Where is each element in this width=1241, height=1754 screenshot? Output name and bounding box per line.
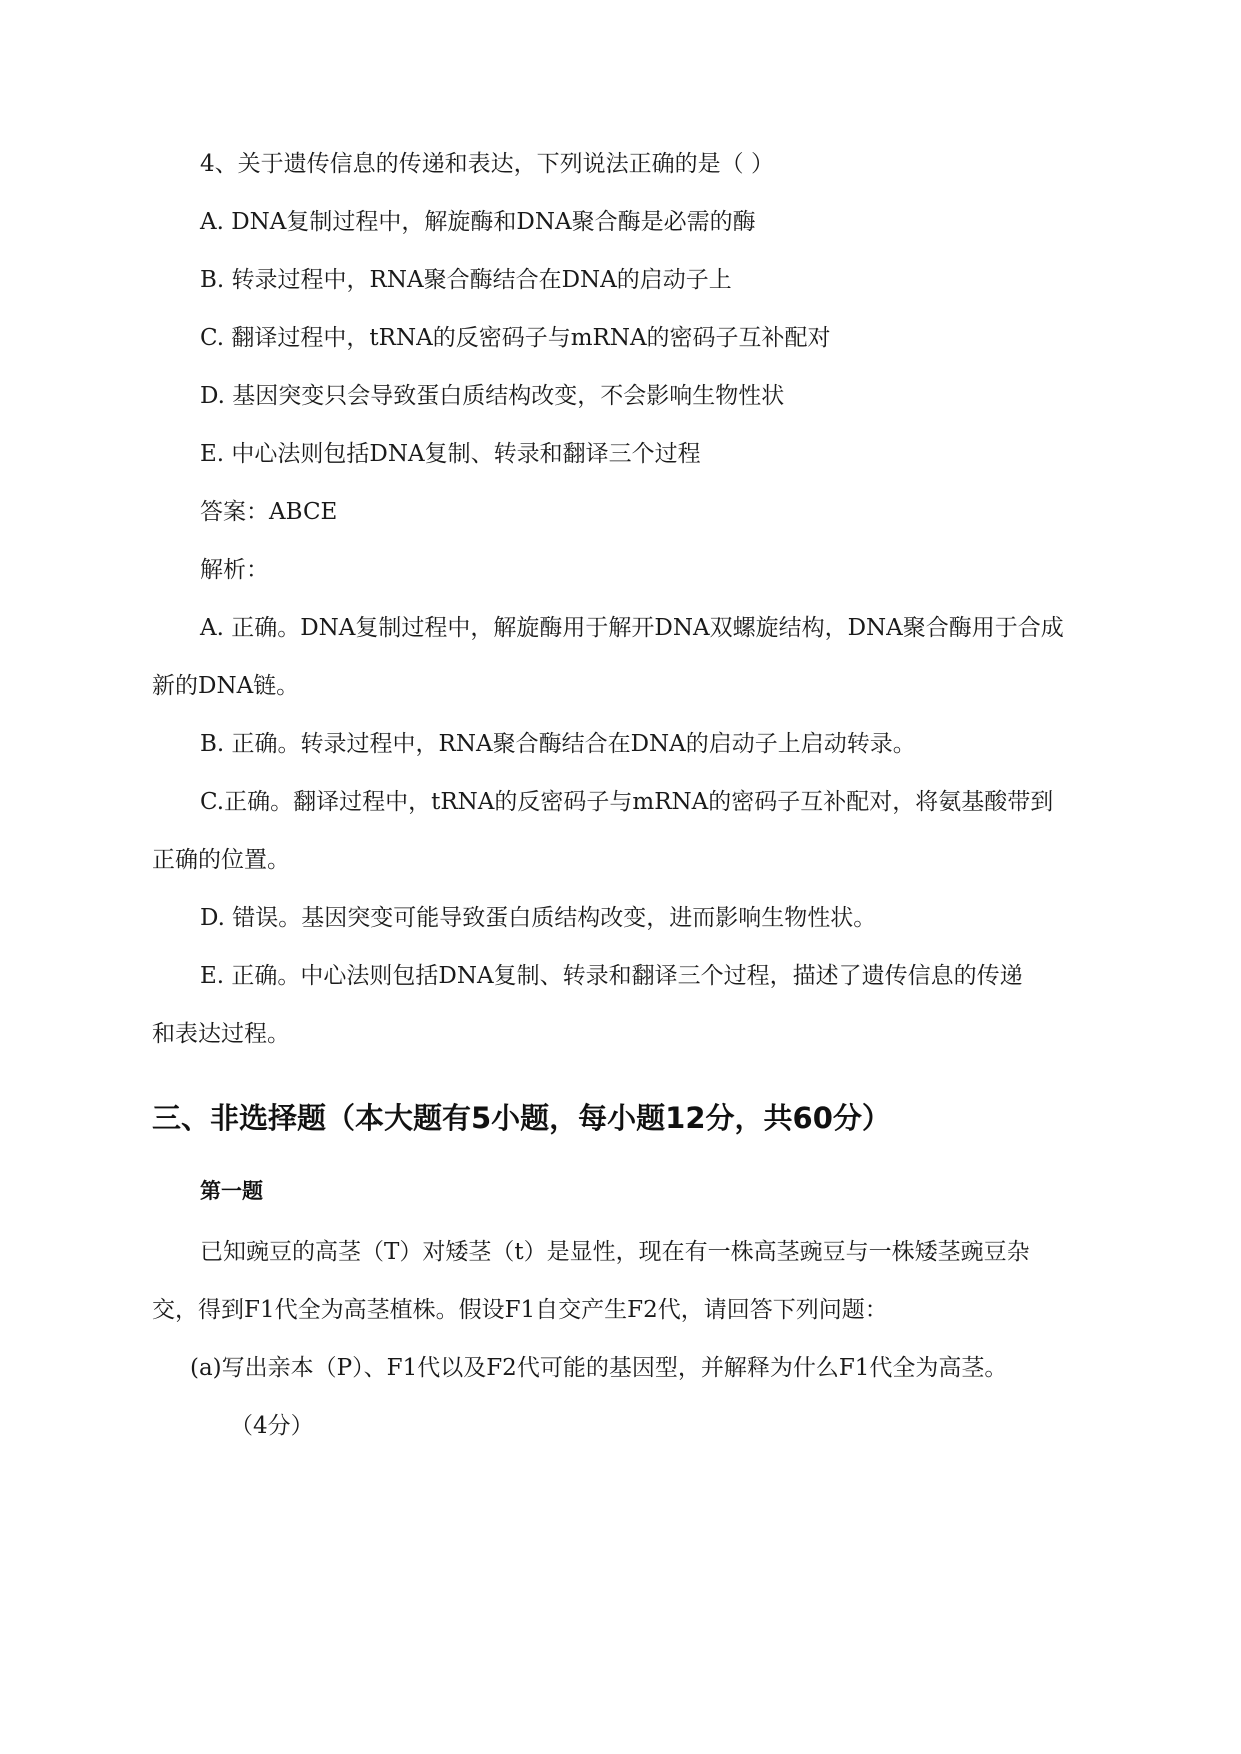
section-3-heading: 三、非选择题（本大题有5小题，每小题12分，共60分） [152,1101,891,1135]
analysis-e-line1: E. 正确。中心法则包括DNA复制、转录和翻译三个过程，描述了遗传信息的传递 [200,963,1023,989]
analysis-e-line2: 和表达过程。 [152,1021,290,1047]
analysis-b: B. 正确。转录过程中，RNA聚合酶结合在DNA的启动子上启动转录。 [200,731,916,757]
question-1-part-a-score: （4分） [230,1413,314,1439]
answer: 答案：ABCE [200,499,338,525]
analysis-d: D. 错误。基因突变可能导致蛋白质结构改变，进而影响生物性状。 [200,905,877,931]
option-e: E. 中心法则包括DNA复制、转录和翻译三个过程 [200,441,701,467]
option-c: C. 翻译过程中，tRNA的反密码子与mRNA的密码子互补配对 [200,325,831,351]
question-1-body-line2: 交，得到F1代全为高茎植株。假设F1自交产生F2代，请回答下列问题： [152,1297,888,1323]
analysis-a-line2: 新的DNA链。 [152,673,300,699]
question-4-stem: 4、关于遗传信息的传递和表达，下列说法正确的是（ ） [200,151,774,177]
analysis-label: 解析： [200,557,269,583]
option-b: B. 转录过程中，RNA聚合酶结合在DNA的启动子上 [200,267,732,293]
analysis-c-line1: C.正确。翻译过程中，tRNA的反密码子与mRNA的密码子互补配对，将氨基酸带到 [200,789,1054,815]
question-1-part-a: (a)写出亲本（P）、F1代以及F2代可能的基因型，并解释为什么F1代全为高茎。 [190,1355,1008,1381]
analysis-a-line1: A. 正确。DNA复制过程中，解旋酶用于解开DNA双螺旋结构，DNA聚合酶用于合成 [200,615,1064,641]
analysis-c-line2: 正确的位置。 [152,847,290,873]
option-a: A. DNA复制过程中，解旋酶和DNA聚合酶是必需的酶 [200,209,756,235]
question-1-title: 第一题 [200,1179,263,1203]
option-d: D. 基因突变只会导致蛋白质结构改变，不会影响生物性状 [200,383,785,409]
question-1-body-line1: 已知豌豆的高茎（T）对矮茎（t）是显性，现在有一株高茎豌豆与一株矮茎豌豆杂 [200,1239,1030,1265]
